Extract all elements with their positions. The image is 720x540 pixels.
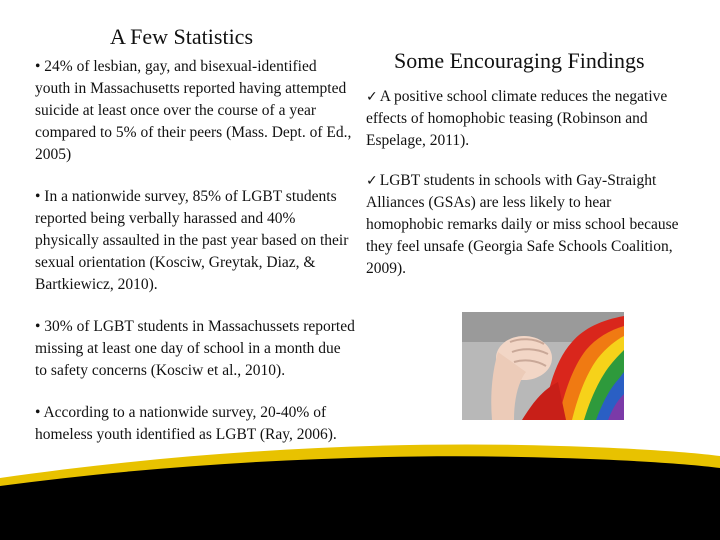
right-title: Some Encouraging Findings bbox=[394, 48, 645, 73]
left-title: A Few Statistics bbox=[110, 24, 254, 49]
statistic-item: • 30% of LGBT students in Massachussets reported missing at least one day of school in a month due to safety concerns (Kosciw et al., 2010). bbox=[35, 318, 355, 379]
finding-item bbox=[366, 86, 684, 152]
checkmark-icon: ✓ bbox=[366, 89, 378, 105]
rainbow-flag-fist-photo bbox=[462, 312, 624, 420]
statistic-item: • In a nationwide survey, 85% of LGBT students reported being verbally harassed and 40% physically assaulted in the past year based on their sexual orientation (Kosciw, Greytak, Diaz, & Bartkiewicz, 2010). bbox=[35, 188, 349, 293]
statistic-item: • According to a nationwide survey, 20-40% of homeless youth identified as LGBT (Ray, 2006). bbox=[35, 404, 337, 443]
finding-item bbox=[366, 170, 684, 280]
finding-text: LGBT students in schools with Gay-Straight Alliances (GSAs) are less likely to hear homophobic remarks daily or miss school because they feel unsafe (Georgia Safe Schools Coalition, 2009). bbox=[366, 172, 679, 277]
finding-text: A positive school climate reduces the negative effects of homophobic teasing (Robinson and Espelage, 2011). bbox=[366, 88, 668, 149]
findings-list bbox=[366, 86, 684, 298]
statistic-item: • 24% of lesbian, gay, and bisexual-identified youth in Massachusetts reported having attempted suicide at least once over the course of a year compared to 5% of their peers (Mass. Dept. of Ed., 2005) bbox=[35, 58, 352, 163]
checkmark-icon: ✓ bbox=[366, 173, 378, 189]
statistics-list bbox=[35, 56, 355, 466]
